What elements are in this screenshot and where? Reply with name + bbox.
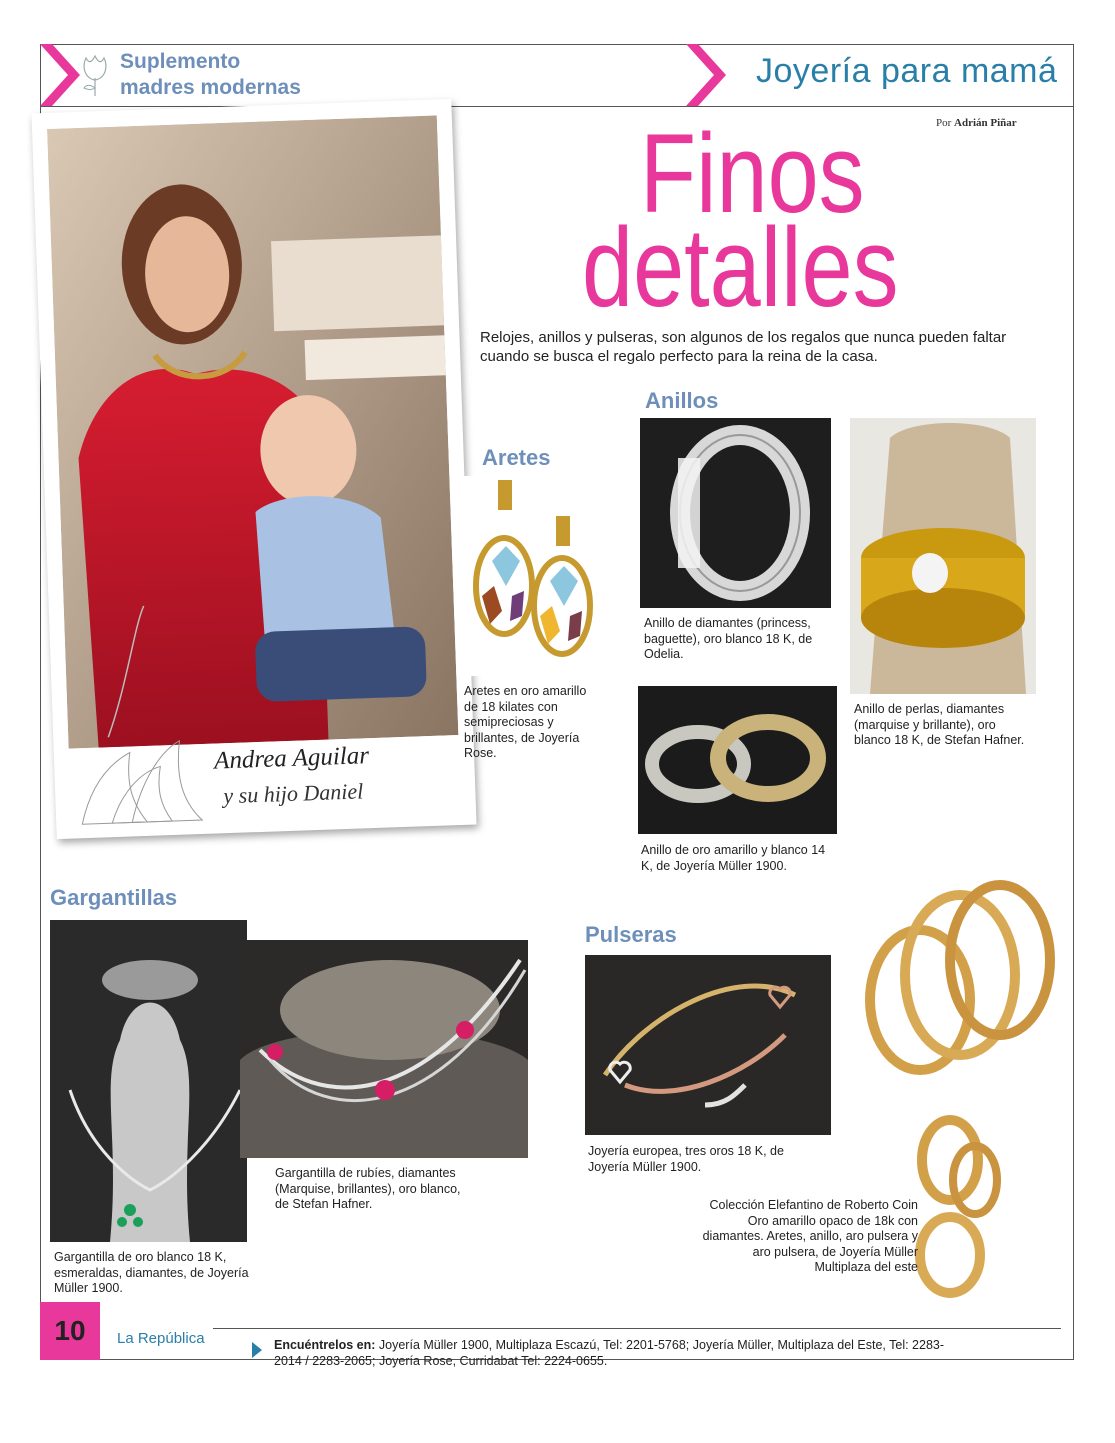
photo-anillo-oro [638,686,837,834]
footer-rule-top [213,1328,1061,1329]
article-intro: Relojes, anillos y pulseras, son algunos de los regalos que nunca pueden faltar cuando se busca el regalo perfecto para la reina de la casa. [480,329,1007,365]
byline: Por Adrián Piñar [936,117,1017,129]
portrait-subtitle: y su hijo Daniel [222,778,364,809]
photo-anillo-perlas [850,418,1036,694]
photo-anillo-diamantes [640,418,831,608]
photo-gargantilla-oro-blanco [50,920,247,1242]
photo-aretes [462,476,612,676]
caption-anillo-perlas: Anillo de perlas, diamantes (marquise y brillante), oro blanco 18 K, de Stefan Hafner. [854,702,1025,747]
photo-pulsera [585,955,831,1135]
caption-pulsera: Joyería europea, tres oros 18 K, de Joyería Müller 1900. [588,1144,784,1174]
tulip-icon [78,52,112,98]
portrait-card [31,99,476,839]
category-anillos: Anillos [645,388,719,413]
caption-elefantino: Colección Elefantino de Roberto Coin Oro amarillo opaco de 18k con diamantes. Aretes, anillo, aro pulsera y aro pulsera, de Joyería Müller Multiplaza del este [702,1198,918,1274]
caption-anillo-diamantes: Anillo de diamantes (princess, baguette), oro blanco 18 K, de Odelia. [644,616,813,661]
article-title-line1: Finos [640,111,865,236]
footer-stores: Encuéntrelos en: Joyería Müller 1900, Multiplaza Escazú, Tel: 2201-5768; Joyería Müller, Multiplaza del Este, Tel: 2283-2014 / 2283-2065; Joyería Rose, Curridabat Tel: 2224-0655. [274,1338,945,1368]
page-number: 10 [40,1302,100,1360]
supplement-label-line2: madres modernas [120,76,301,99]
caption-anillo-oro: Anillo de oro amarillo y blanco 14 K, de Joyería Müller 1900. [641,843,826,873]
supplement-label-line1: Suplemento [120,50,241,73]
section-title: Joyería para mamá [756,52,1058,90]
category-pulseras: Pulseras [585,922,677,947]
header-arrow-right [686,44,726,106]
header-arrow-left [40,44,80,106]
category-aretes: Aretes [482,445,551,470]
publication-name: La República [117,1330,205,1347]
article-title-line2: detalles [582,205,899,330]
caption-aretes: Aretes en oro amarillo de 18 kilates con semipreciosas y brillantes, de Joyería Rose. [464,684,587,760]
arrow-right-icon [252,1342,264,1358]
lotus-icon [69,719,223,834]
portrait-photo [47,115,458,748]
portrait-name: Andrea Aguilar [213,742,370,775]
photo-gargantilla-rubies [240,940,528,1158]
caption-gargantilla-rubies: Gargantilla de rubíes, diamantes (Marquise, brillantes), oro blanco, de Stefan Hafner. [275,1166,461,1211]
caption-gargantilla-oro-blanco: Gargantilla de oro blanco 18 K, esmeraldas, diamantes, de Joyería Müller 1900. [54,1250,249,1295]
category-gargantillas: Gargantillas [50,885,178,910]
